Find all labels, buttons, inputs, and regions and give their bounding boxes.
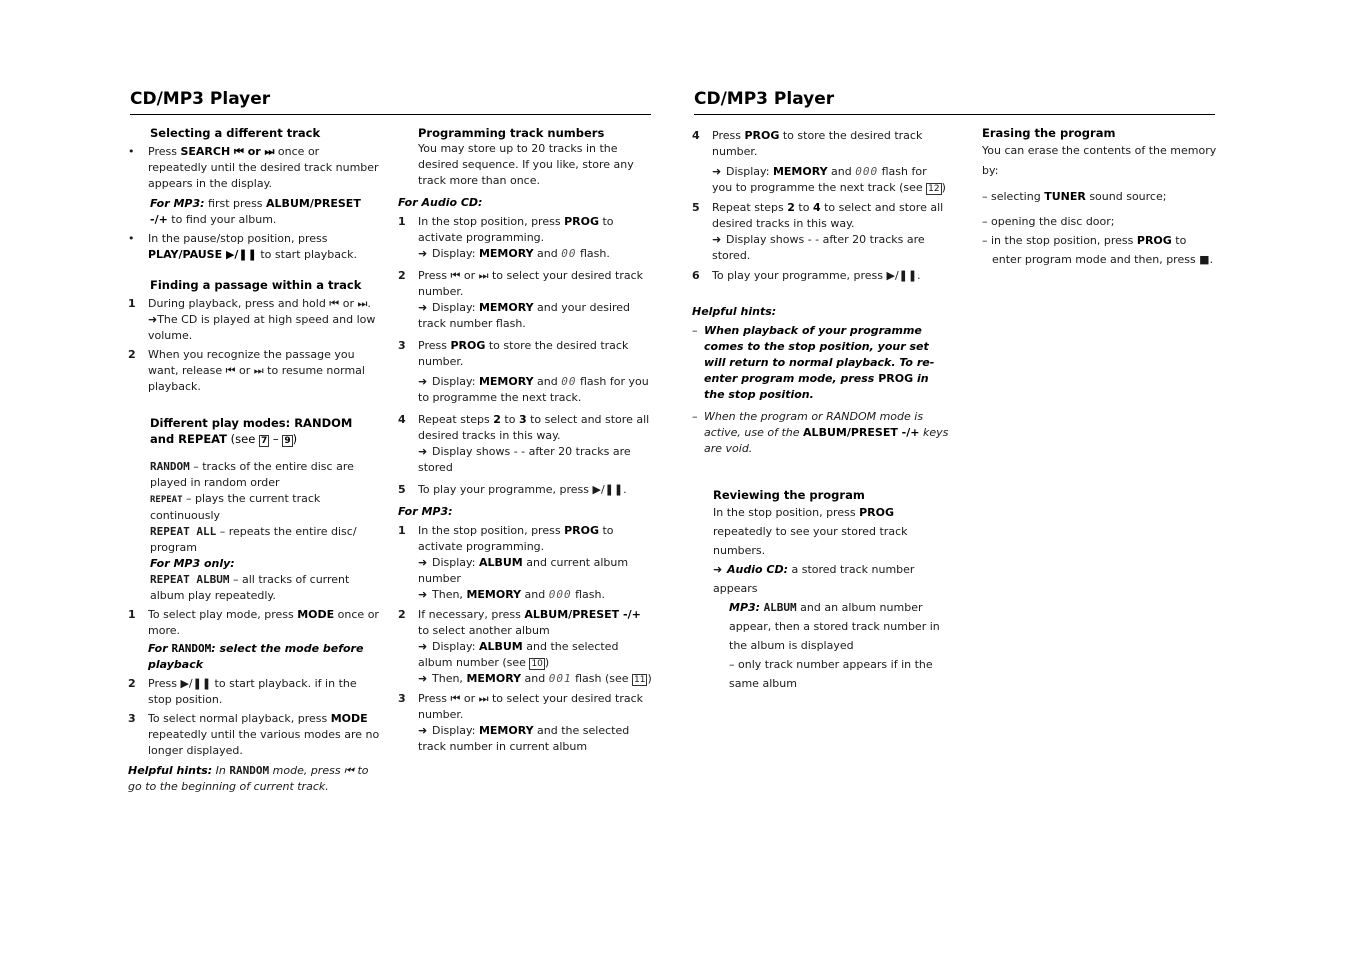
display-note: ➜ Display: MEMORY and 000 flash for you to programme the next track (see 12 ) [712,165,946,194]
list-item: 5 Repeat steps 2 to 4 to select and store all desired tracks in this way. [692,201,944,230]
display-note: ➜ Display shows - - after 20 tracks are stored. [712,233,925,262]
display-note: ➜ Display: ALBUM and current album number [418,556,629,585]
section-heading-reviewing: Reviewing the program [713,488,865,502]
list-item: • In the pause/stop position, press PLAY/PAUSE ▶/❚❚ to start playback. [128,232,357,261]
list-item: 1 To select play mode, press MODE once or more. [128,608,379,637]
page-title-right: CD/MP3 Player [694,89,835,109]
display-note: ➜ Then, MEMORY and 000 flash. [418,588,605,601]
list-item: 3 Press ⏮ or ⏭ to select your desired track number. [398,692,643,721]
display-note: ➜ Display: MEMORY and 00 flash. [418,247,610,260]
programming-intro: You may store up to 20 tracks in the desired sequence. If you like, store any track more than once. [418,142,634,187]
mode-repeat-all: REPEAT ALL – repeats the entire disc/ program [150,525,357,554]
list-item: 3 To select normal playback, press MODE repeatedly until the various modes are no longer displayed. [128,712,380,757]
column-2 [398,125,654,755]
mp3-label: For MP3: [398,505,453,518]
result-text: ➜The CD is played at high speed and low volume. [148,313,376,342]
display-note: ➜ Display: ALBUM and the selected album number (see 10 ) [418,640,619,669]
hint-item: – When the program or RANDOM mode is active, use of the ALBUM/PRESET -/+ keys are void. [692,410,949,455]
display-note: ➜ Display: MEMORY and the selected track number in current album [418,724,630,753]
mp3-only-label: For MP3 only: [150,557,235,570]
section-heading-play-modes: Different play modes: RANDOM and REPEAT (see 7 – 9 ) [150,416,353,446]
display-note: ➜ Then, MEMORY and 001 flash (see 11 ) [418,672,652,685]
section-heading-programming: Programming track numbers [418,126,605,140]
list-item: 2 Press ⏮ or ⏭ to select your desired track number. [398,269,643,298]
display-note: ➜ Display shows - - after 20 tracks are stored [418,445,631,474]
display-note: ➜ Display: MEMORY and 00 flash for you to programme the next track. [418,375,649,404]
mode-repeat-album: REPEAT ALBUM – all tracks of current album play repeatedly. [150,573,350,602]
list-item: 2 Press ▶/❚❚ to start playback. if in the stop position. [128,677,357,706]
erase-option: – selecting TUNER sound source; [982,190,1167,203]
hint-item: – When playback of your programme comes to the stop position, your set will return to normal playback. To re-enter program mode, press PROG in the stop position. [692,324,935,401]
column-1 [128,125,380,795]
column-4 [982,125,1218,269]
erasing-intro: You can erase the contents of the memory by: [982,144,1217,177]
mp3-note: For MP3: first press ALBUM/PRESET -/+ to find your album. [150,197,361,226]
random-note: For RANDOM: select the mode before playback [148,642,364,671]
review-mp3-note: MP3: ALBUM and an album number appear, then a stored track number in the album is displayed [729,601,940,652]
list-item: 1 In the stop position, press PROG to activate programming. [398,524,614,553]
section-heading-finding: Finding a passage within a track [150,278,362,292]
mode-random: RANDOM – tracks of the entire disc are played in random order [150,460,354,489]
list-item: 4 Repeat steps 2 to 3 to select and store all desired tracks in this way. [398,413,650,442]
audio-cd-label: For Audio CD: [398,196,483,209]
helpful-hints-1: Helpful hints: In RANDOM mode, press ⏮ to go to the beginning of current track. [128,764,369,793]
review-only-note: – only track number appears if in the same album [729,658,933,690]
section-heading-erasing: Erasing the program [982,126,1116,140]
mode-repeat: REPEAT – plays the current track continuously [150,492,321,522]
reviewing-intro: In the stop position, press PROG repeatedly to see your stored track numbers. [713,506,908,557]
list-item: • Press SEARCH ⏮ or ⏭ once or repeatedly until the desired track number appears in the display. [128,145,379,190]
list-item: 6 To play your programme, press ▶/❚❚. [692,269,921,282]
list-item: 1 In the stop position, press PROG to activate programming. [398,215,614,244]
list-item: 2 When you recognize the passage you want, release ⏮ or ⏭ to resume normal playback. [128,348,365,393]
list-item: 3 Press PROG to store the desired track number. [398,339,629,368]
erase-option: – in the stop position, press PROG to enter program mode and then, press ■. [982,234,1214,266]
helpful-hints-label: Helpful hints: [692,305,777,318]
erase-option: – opening the disc door; [982,215,1115,228]
section-heading-selecting: Selecting a different track [150,126,321,140]
list-item: 2 If necessary, press ALBUM/PRESET -/+ to select another album [398,608,641,637]
mode-list [128,459,380,604]
page-title-left: CD/MP3 Player [130,89,271,109]
title-rule-left [130,114,651,115]
list-item: 5 To play your programme, press ▶/❚❚. [398,483,627,496]
list-item: 4 Press PROG to store the desired track number. [692,129,923,158]
column-3 [692,125,950,693]
list-item: 1 During playback, press and hold ⏮ or ⏭. [128,297,371,310]
title-rule-right [694,114,1215,115]
display-note: ➜ Display: MEMORY and your desired track number flash. [418,301,631,330]
review-audio-note: ➜ Audio CD: a stored track number appears [713,563,915,595]
